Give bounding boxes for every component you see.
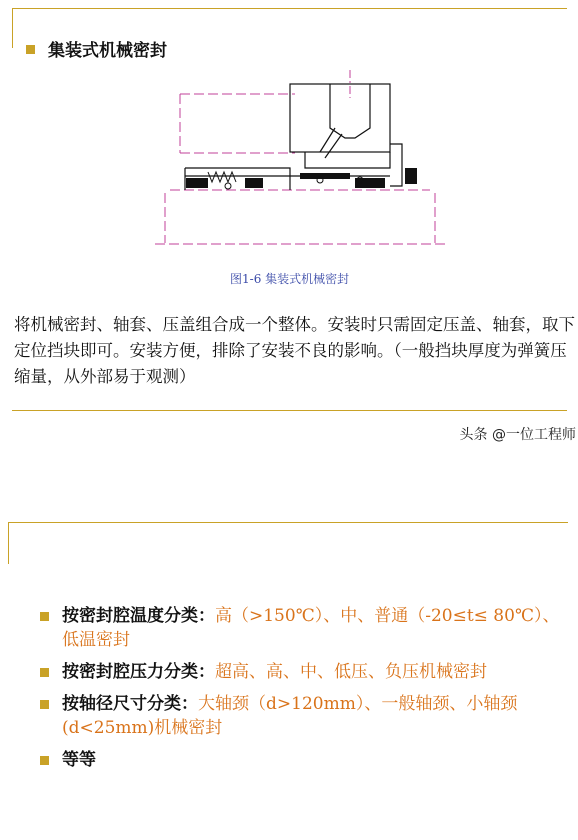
list-item (36, 660, 576, 684)
bullet-icon (40, 668, 49, 677)
list-item (36, 748, 576, 772)
bullet-icon (40, 756, 49, 765)
slide1-top-rule (12, 8, 567, 9)
list-item (36, 692, 576, 740)
slide2-left-rule (8, 522, 9, 564)
slide2-top-rule (8, 522, 568, 523)
figure-caption: 图1-6 集装式机械密封 (230, 272, 350, 286)
classification-list (36, 604, 576, 780)
item-label: 按轴径尺寸分类： (62, 694, 198, 714)
bullet-icon (40, 700, 49, 709)
slide1-heading: 集装式机械密封 (48, 41, 167, 61)
bullet-icon (40, 612, 49, 621)
item-label: 等等 (62, 750, 96, 770)
list-item (36, 604, 576, 652)
seal-drawing (150, 68, 450, 268)
item-value: 超高、高、中、低压、负压机械密封 (215, 662, 487, 682)
description-paragraph: 将机械密封、轴套、压盖组合成一个整体。安装时只需固定压盖、轴套，取下定位挡块即可。安装方便，排除了安装不良的影响。（一般挡块厚度为弹簧压缩量，从外部易于观测） (14, 315, 575, 386)
item-label: 按密封腔温度分类： (62, 606, 215, 626)
heading-bullet-icon (26, 45, 35, 54)
watermark-text: 头条 @一位工程师 (459, 427, 576, 443)
slide1-bottom-rule (12, 410, 567, 411)
item-label: 按密封腔压力分类： (62, 662, 215, 682)
slide1-left-rule (12, 8, 13, 48)
item-value: 大轴颈（d>120mm）、一般轴颈、小轴颈(d<25mm)机械密封 (62, 694, 518, 738)
item-value: 高（>150℃）、中、普通（-20≤t≤ 80℃）、低温密封 (62, 606, 560, 650)
